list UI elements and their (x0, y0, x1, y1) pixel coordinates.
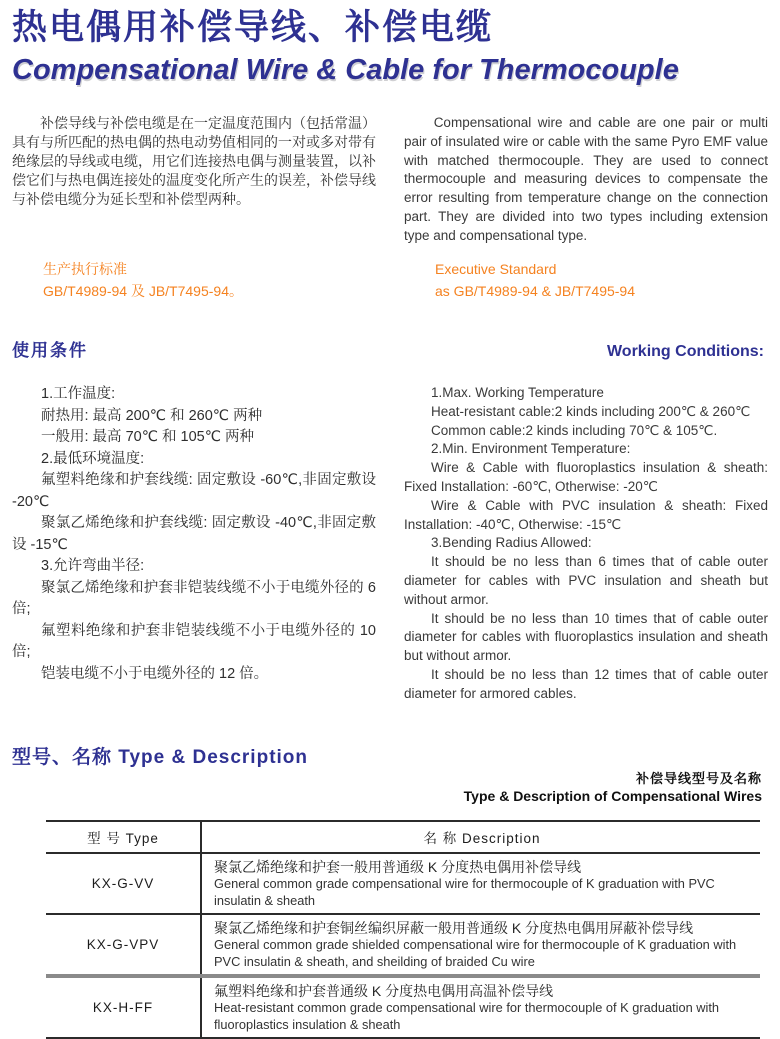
table-row (46, 854, 760, 915)
page-title-zh: 热电偶用补偿导线、补偿电缆 (12, 8, 494, 47)
working-conditions-item-zh: 聚氯乙烯绝缘和护套线缆: 固定敷设 -40℃,非固定敷设 -15℃ (12, 515, 376, 553)
production-standard-label-zh: 生产执行标准 (43, 261, 127, 277)
page-title-en: Compensational Wire & Cable for Thermocouple (12, 54, 679, 86)
table-row (46, 915, 760, 978)
intro-column-en (404, 114, 768, 246)
working-conditions-item-zh: 2.最低环境温度: (41, 450, 145, 467)
working-conditions-item-zh: 氟塑料绝缘和护套非铠装线缆不小于电缆外径的 10 倍; (12, 622, 376, 660)
intro-section (12, 114, 768, 246)
executive-standard-label-en: Executive Standard (435, 261, 557, 277)
table-row (46, 978, 760, 1037)
working-conditions-item-en: Wire & Cable with PVC insulation & sheath: Fixed Installation: -40℃, Otherwise: -15℃ (404, 497, 768, 532)
working-conditions-item-zh: 1.工作温度: (41, 386, 116, 402)
standard-block-zh (12, 258, 376, 302)
working-conditions-item-en: It should be no less than 6 times that of cable outer diameter for cables with PVC insulation and sheath but without armor. (404, 554, 768, 607)
working-conditions-heading-en: Working Conditions: (606, 343, 764, 360)
working-conditions-item-en: 2.Min. Environment Temperature: (431, 441, 631, 457)
working-conditions-item-en: 3.Bending Radius Allowed: (431, 535, 592, 551)
description-cell-zh: 聚氯乙烯绝缘和护套一般用普通级 K 分度热电偶用补偿导线 (214, 859, 582, 875)
working-conditions-section (12, 384, 768, 704)
table-header-description: 名 称 Description (423, 831, 541, 846)
working-conditions-item-en: It should be no less than 12 times that of cable outer diameter for armored cables. (404, 666, 768, 701)
description-cell-en: Heat-resistant common grade compensational wire for thermocouple of K graduation with fluoroplastics insulation & sheath (214, 1000, 720, 1032)
working-conditions-item-zh: 氟塑料绝缘和护套线缆: 固定敷设 -60℃,非固定敷设 -20℃ (12, 472, 376, 510)
standard-block-en (404, 258, 768, 302)
intro-column-zh (12, 114, 376, 246)
production-standard-value-zh: GB/T4989-94 及 JB/T7495-94。 (43, 283, 243, 299)
working-conditions-item-zh: 铠装电缆不小于电缆外径的 12 倍。 (41, 665, 269, 682)
table-caption-en: Type & Description of Compensational Wires (463, 788, 762, 804)
working-conditions-heading-zh: 使用条件 (12, 341, 88, 360)
intro-paragraph-zh: 补偿导线与补偿电缆是在一定温度范围内（包括常温）具有与所匹配的热电偶的热电动势值相同的一对或多对带有绝缘层的导线或电缆，用它们连接热电偶与测量装置，以补偿它们与热电偶连接处的温度变化所产生的误差，补偿导线与补偿电缆分为延长型和补偿型两种。 (12, 115, 376, 207)
working-conditions-item-zh: 3.允许弯曲半径: (41, 558, 145, 574)
description-cell-en: General common grade shielded compensational wire for thermocouple of K graduation with PVC insulatin & sheath, and sheilding of braided Cu wire (214, 937, 737, 969)
description-cell-en: General common grade compensational wire for thermocouple of K graduation with PVC insulatin & sheath (214, 876, 715, 908)
table-header-type: 型 号 Type (46, 822, 202, 852)
working-conditions-list-en (404, 384, 768, 704)
table-captions (464, 770, 762, 806)
table-header-row (46, 822, 760, 854)
table-caption-zh: 补偿导线型号及名称 (635, 771, 762, 786)
working-conditions-item-zh: 聚氯乙烯绝缘和护套非铠装线缆不小于电缆外径的 6 倍; (12, 579, 376, 617)
type-cell: KX-G-VPV (46, 915, 202, 974)
description-cell-zh: 氟塑料绝缘和护套普通级 K 分度热电偶用高温补偿导线 (214, 983, 554, 999)
working-conditions-item-en: 1.Max. Working Temperature (431, 385, 604, 400)
working-conditions-item-en: Wire & Cable with fluoroplastics insulation & sheath: Fixed Installation: -60℃, Otherwise: -20℃ (404, 460, 768, 494)
working-conditions-item-en: Common cable:2 kinds including 70℃ & 105℃. (431, 422, 718, 438)
working-conditions-item-zh: 一般用: 最高 70℃ 和 105℃ 两种 (41, 429, 255, 445)
type-cell: KX-G-VV (46, 854, 202, 913)
working-conditions-headings (12, 336, 764, 361)
working-conditions-item-en: It should be no less than 10 times that of cable outer diameter for cables with fluoroplastics insulation and sheath but without armor. (404, 610, 768, 664)
executive-standard-value-en: as GB/T4989-94 & JB/T7495-94 (435, 283, 635, 299)
type-table (46, 820, 760, 1039)
description-cell-zh: 聚氯乙烯绝缘和护套铜丝编织屏蔽一般用普通级 K 分度热电偶用屏蔽补偿导线 (214, 920, 694, 936)
type-description-heading: 型号、名称 Type & Description (12, 747, 309, 768)
working-conditions-item-en: Heat-resistant cable:2 kinds including 200℃ & 260℃ (431, 403, 751, 419)
intro-paragraph-en: Compensational wire and cable are one pair or multi pair of insulated wire or cable with the same Pyro EMF value with matched thermocouple. They are used to connect thermocouple and measuring devices to compensate the error resulting from temperature change on the connection part. They are divided into two types including extension type and compensational type. (404, 115, 768, 243)
page-header (12, 6, 768, 88)
type-cell: KX-H-FF (46, 978, 202, 1037)
standards-section (12, 258, 768, 302)
working-conditions-item-zh: 耐热用: 最高 200℃ 和 260℃ 两种 (41, 407, 263, 424)
working-conditions-list-zh (12, 384, 376, 704)
